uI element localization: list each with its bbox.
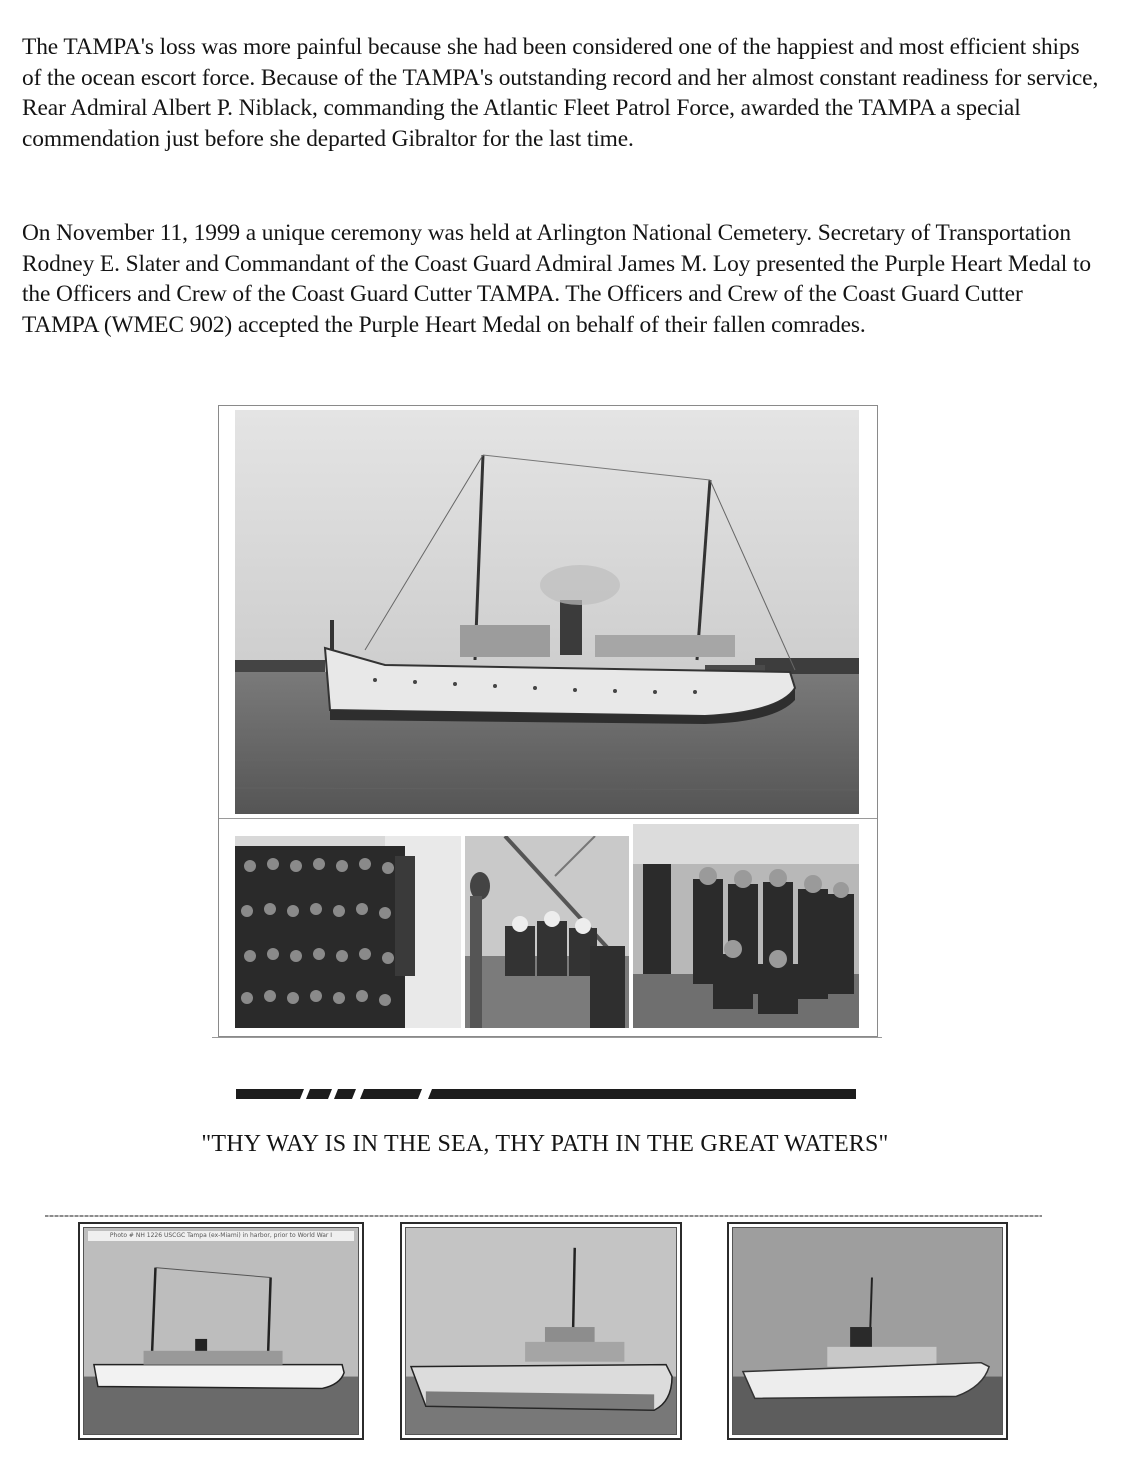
decorative-bar (236, 1089, 856, 1099)
gallery-frame-1 (78, 1222, 364, 1440)
tampa-mid-era-cutter-image (406, 1228, 676, 1434)
collage-bottom-rule (212, 1037, 882, 1038)
tampa-early-cutter-image (84, 1228, 358, 1434)
gallery-frame-2 (400, 1222, 682, 1440)
crew-close-photo (633, 824, 859, 1028)
collage-divider (219, 818, 877, 819)
tampa-modern-cutter-image (733, 1228, 1002, 1434)
gallery-caption: Photo # NH 1226 USCGC Tampa (ex-Miami) in harbor, prior to World War I (88, 1231, 354, 1241)
modern-cutter-photo (732, 1227, 1003, 1435)
early-cutter-photo (83, 1227, 359, 1435)
crew-group-photo (235, 836, 461, 1028)
section-divider (45, 1215, 1042, 1217)
cutter-tampa-image (235, 410, 859, 814)
paragraph-tampa-loss: The TAMPA's loss was more painful because she had been considered one of the happiest and most efficient ships of the ocean escort force. Because of the TAMPA's outstanding record and her almost constant readiness for service, Rear Admiral Albert P. Niblack, commanding the Atlantic Fleet Patrol Force, awarded the TAMPA a special commendation just before she departed Gibraltor for the last time. (22, 34, 1099, 152)
photo-collage (218, 405, 878, 1037)
paragraph-purple-heart-ceremony: On November 11, 1999 a unique ceremony was held at Arlington National Cemetery. Secretary of Transportation Rodney E. Slater and Commandant of the Coast Guard Admiral James M. Loy presented the Purple Heart Medal to the Officers and Crew of the Coast Guard Cutter TAMPA. The Officers and Crew of the Coast Guard Cutter TAMPA (WMEC 902) accepted the Purple Heart Medal on behalf of their fallen comrades. (22, 220, 1091, 338)
gallery-frame-3 (727, 1222, 1008, 1440)
deck-scene-photo (465, 836, 629, 1028)
motto-quote: "THY WAY IS IN THE SEA, THY PATH IN THE GREAT WATERS" (201, 1131, 889, 1157)
mid-era-cutter-photo (405, 1227, 677, 1435)
crew-group-image (235, 836, 461, 1028)
crew-on-deck-image (465, 836, 629, 1028)
crew-close-up-image (633, 824, 859, 1028)
main-ship-photo (235, 410, 859, 814)
